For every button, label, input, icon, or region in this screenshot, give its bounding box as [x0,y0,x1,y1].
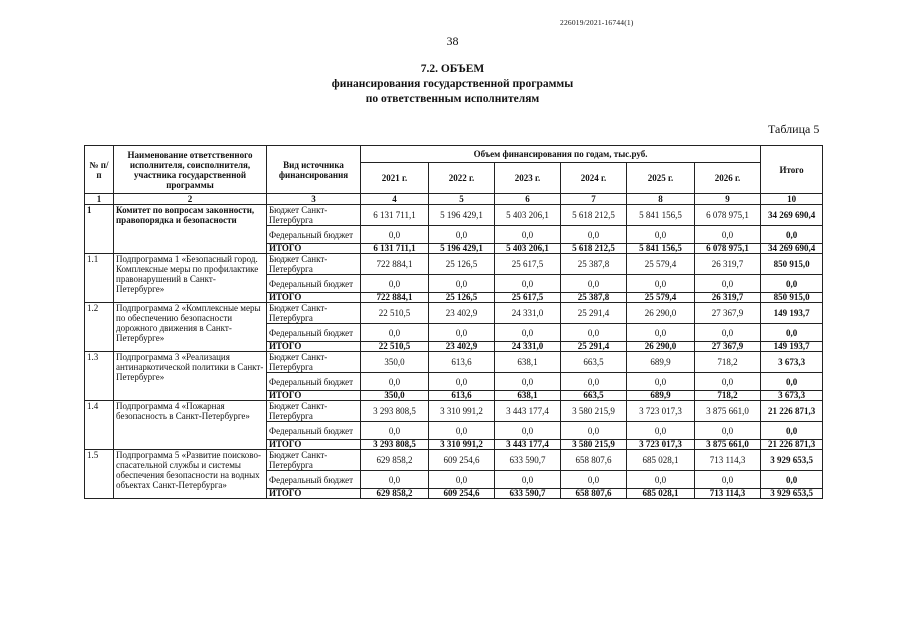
value-cell: 0,0 [561,324,627,342]
source-label: ИТОГО [267,342,361,352]
header-year: 2025 г. [627,163,695,194]
executor-name: Подпрограмма 2 «Комплексные меры по обеспечению безопасности дорожного движения в Санкт-Петербурге» [114,303,267,352]
value-cell: 22 510,5 [361,303,429,324]
value-cell: 629 858,2 [361,450,429,471]
value-cell: 713 114,3 [695,450,761,471]
value-cell: 25 387,8 [561,254,627,275]
column-number: 8 [627,194,695,205]
value-cell: 0,0 [627,422,695,440]
value-cell: 609 254,6 [429,489,495,499]
executor-name: Подпрограмма 4 «Пожарная безопасность в Санкт-Петербурге» [114,401,267,450]
value-cell: 0,0 [695,226,761,244]
header-source: Вид источника финансирования [267,146,361,194]
value-cell: 25 617,5 [495,254,561,275]
value-cell: 27 367,9 [695,342,761,352]
value-cell: 722 884,1 [361,254,429,275]
header-year: 2026 г. [695,163,761,194]
source-label: Бюджет Санкт-Петербурга [267,303,361,324]
value-cell: 0,0 [495,275,561,293]
source-label: ИТОГО [267,244,361,254]
value-cell: 0,0 [495,324,561,342]
total-cell: 3 929 653,5 [761,450,823,471]
value-cell: 689,9 [627,352,695,373]
source-label: Бюджет Санкт-Петербурга [267,205,361,226]
value-cell: 350,0 [361,391,429,401]
total-cell: 0,0 [761,275,823,293]
value-cell: 25 387,8 [561,293,627,303]
value-cell: 0,0 [561,275,627,293]
value-cell: 0,0 [361,275,429,293]
header-year: 2023 г. [495,163,561,194]
value-cell: 25 579,4 [627,254,695,275]
value-cell: 25 617,5 [495,293,561,303]
total-cell: 0,0 [761,422,823,440]
page-title [0,62,905,107]
executor-name: Подпрограмма 5 «Развитие поисково-спасательной службы и системы обеспечения безопасности на водных объектах Санкт-Петербурга» [114,450,267,499]
value-cell: 0,0 [695,324,761,342]
value-cell: 0,0 [627,275,695,293]
value-cell: 5 618 212,5 [561,205,627,226]
row-number: 1.1 [85,254,114,303]
value-cell: 3 310 991,2 [429,440,495,450]
value-cell: 0,0 [429,471,495,489]
table-row [85,303,823,324]
column-number: 5 [429,194,495,205]
source-label: ИТОГО [267,391,361,401]
source-label: ИТОГО [267,489,361,499]
value-cell: 25 579,4 [627,293,695,303]
table-row [85,205,823,226]
value-cell: 685 028,1 [627,450,695,471]
value-cell: 663,5 [561,391,627,401]
value-cell: 24 331,0 [495,303,561,324]
value-cell: 3 293 808,5 [361,440,429,450]
source-label: Бюджет Санкт-Петербурга [267,450,361,471]
row-number: 1.4 [85,401,114,450]
value-cell: 25 291,4 [561,303,627,324]
value-cell: 613,6 [429,352,495,373]
executor-name: Подпрограмма 1 «Безопасный город. Комплексные меры по профилактике правонарушений в Санкт-Петербурге» [114,254,267,303]
value-cell: 0,0 [561,422,627,440]
table-row [85,352,823,373]
header-year: 2021 г. [361,163,429,194]
value-cell: 27 367,9 [695,303,761,324]
total-cell: 0,0 [761,373,823,391]
total-cell: 149 193,7 [761,342,823,352]
document-number: 226019/2021-16744(1) [560,18,634,27]
value-cell: 3 580 215,9 [561,401,627,422]
total-cell: 0,0 [761,471,823,489]
value-cell: 685 028,1 [627,489,695,499]
value-cell: 22 510,5 [361,342,429,352]
value-cell: 0,0 [695,422,761,440]
value-cell: 25 291,4 [561,342,627,352]
value-cell: 26 290,0 [627,303,695,324]
total-cell: 850 915,0 [761,254,823,275]
value-cell: 0,0 [429,422,495,440]
row-number: 1.3 [85,352,114,401]
column-number: 9 [695,194,761,205]
value-cell: 0,0 [627,226,695,244]
source-label: Федеральный бюджет [267,373,361,391]
value-cell: 0,0 [561,373,627,391]
value-cell: 609 254,6 [429,450,495,471]
column-number: 3 [267,194,361,205]
value-cell: 713 114,3 [695,489,761,499]
source-label: ИТОГО [267,440,361,450]
column-number: 10 [761,194,823,205]
value-cell: 0,0 [561,471,627,489]
value-cell: 0,0 [361,471,429,489]
value-cell: 633 590,7 [495,489,561,499]
value-cell: 350,0 [361,352,429,373]
source-label: Бюджет Санкт-Петербурга [267,352,361,373]
value-cell: 663,5 [561,352,627,373]
header-name: Наименование ответственного исполнителя, соисполнителя, участника государственной программы [114,146,267,194]
title-line-3: по ответственным исполнителям [365,93,540,105]
value-cell: 6 131 711,1 [361,205,429,226]
total-cell: 34 269 690,4 [761,205,823,226]
total-cell: 34 269 690,4 [761,244,823,254]
row-number: 1 [85,205,114,254]
source-label: Федеральный бюджет [267,471,361,489]
value-cell: 0,0 [495,226,561,244]
value-cell: 0,0 [361,422,429,440]
financing-table [84,145,823,499]
value-cell: 689,9 [627,391,695,401]
value-cell: 722 884,1 [361,293,429,303]
column-number: 1 [85,194,114,205]
value-cell: 6 078 975,1 [695,244,761,254]
table-body [85,205,823,499]
value-cell: 638,1 [495,391,561,401]
executor-name: Подпрограмма 3 «Реализация антинаркотической политики в Санкт-Петербурге» [114,352,267,401]
value-cell: 5 841 156,5 [627,205,695,226]
value-cell: 26 319,7 [695,254,761,275]
column-number: 6 [495,194,561,205]
value-cell: 658 807,6 [561,489,627,499]
row-number: 1.2 [85,303,114,352]
value-cell: 0,0 [361,324,429,342]
value-cell: 3 443 177,4 [495,401,561,422]
value-cell: 24 331,0 [495,342,561,352]
value-cell: 0,0 [695,471,761,489]
value-cell: 0,0 [361,373,429,391]
header-year: 2024 г. [561,163,627,194]
total-cell: 21 226 871,3 [761,401,823,422]
value-cell: 0,0 [361,226,429,244]
value-cell: 3 293 808,5 [361,401,429,422]
value-cell: 0,0 [495,471,561,489]
value-cell: 633 590,7 [495,450,561,471]
column-number: 7 [561,194,627,205]
total-cell: 3 673,3 [761,391,823,401]
title-line-1: 7.2. ОБЪЕМ [420,63,485,75]
value-cell: 3 443 177,4 [495,440,561,450]
value-cell: 638,1 [495,352,561,373]
value-cell: 3 723 017,3 [627,440,695,450]
value-cell: 718,2 [695,391,761,401]
value-cell: 0,0 [627,471,695,489]
value-cell: 3 875 661,0 [695,401,761,422]
total-cell: 3 673,3 [761,352,823,373]
header-year: 2022 г. [429,163,495,194]
value-cell: 5 196 429,1 [429,205,495,226]
source-label: Федеральный бюджет [267,275,361,293]
table-row [85,450,823,471]
value-cell: 0,0 [495,373,561,391]
value-cell: 0,0 [627,373,695,391]
source-label: Федеральный бюджет [267,226,361,244]
row-number: 1.5 [85,450,114,499]
table-row [85,254,823,275]
value-cell: 5 403 206,1 [495,205,561,226]
value-cell: 0,0 [495,422,561,440]
value-cell: 5 841 156,5 [627,244,695,254]
executor-name: Комитет по вопросам законности, правопорядка и безопасности [114,205,267,254]
source-label: Федеральный бюджет [267,422,361,440]
value-cell: 0,0 [561,226,627,244]
total-cell: 0,0 [761,324,823,342]
page-number: 38 [446,34,459,48]
header-total: Итого [761,146,823,194]
source-label: ИТОГО [267,293,361,303]
value-cell: 5 618 212,5 [561,244,627,254]
value-cell: 718,2 [695,352,761,373]
value-cell: 25 126,5 [429,293,495,303]
value-cell: 26 319,7 [695,293,761,303]
column-number: 2 [114,194,267,205]
header-volume: Объем финансирования по годам, тыс.руб. [361,146,761,163]
value-cell: 26 290,0 [627,342,695,352]
value-cell: 3 875 661,0 [695,440,761,450]
table-row [85,401,823,422]
title-line-2: финансирования государственной программы [331,78,574,90]
value-cell: 6 131 711,1 [361,244,429,254]
total-cell: 0,0 [761,226,823,244]
column-number-row [85,194,823,205]
value-cell: 658 807,6 [561,450,627,471]
source-label: Бюджет Санкт-Петербурга [267,401,361,422]
value-cell: 0,0 [429,324,495,342]
value-cell: 3 580 215,9 [561,440,627,450]
source-label: Бюджет Санкт-Петербурга [267,254,361,275]
value-cell: 0,0 [627,324,695,342]
column-number: 4 [361,194,429,205]
value-cell: 0,0 [429,275,495,293]
value-cell: 25 126,5 [429,254,495,275]
value-cell: 3 723 017,3 [627,401,695,422]
value-cell: 5 196 429,1 [429,244,495,254]
value-cell: 613,6 [429,391,495,401]
header-no: № п/п [85,146,114,194]
value-cell: 6 078 975,1 [695,205,761,226]
value-cell: 0,0 [429,226,495,244]
value-cell: 3 310 991,2 [429,401,495,422]
total-cell: 3 929 653,5 [761,489,823,499]
value-cell: 5 403 206,1 [495,244,561,254]
value-cell: 23 402,9 [429,303,495,324]
value-cell: 23 402,9 [429,342,495,352]
value-cell: 0,0 [429,373,495,391]
total-cell: 21 226 871,3 [761,440,823,450]
source-label: Федеральный бюджет [267,324,361,342]
total-cell: 149 193,7 [761,303,823,324]
table-label: Таблица 5 [768,122,820,136]
value-cell: 629 858,2 [361,489,429,499]
value-cell: 0,0 [695,373,761,391]
total-cell: 850 915,0 [761,293,823,303]
value-cell: 0,0 [695,275,761,293]
